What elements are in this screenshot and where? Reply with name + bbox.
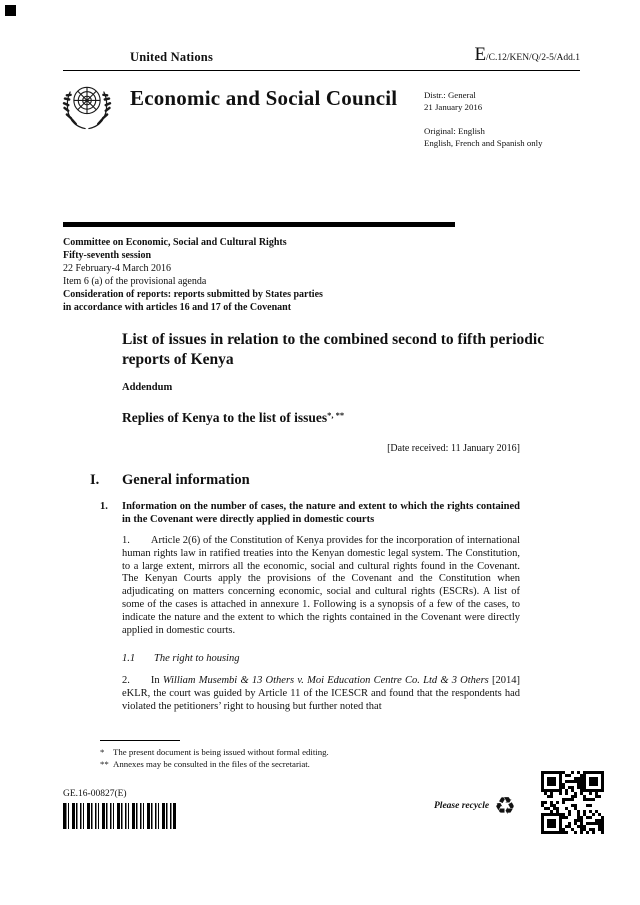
agenda-title-line2: in accordance with articles 16 and 17 of the Covenant (63, 302, 292, 313)
header-rule (63, 70, 580, 71)
subsection-number: 1.1 (122, 653, 136, 664)
distribution-info (424, 89, 584, 149)
document-reference-number: GE.16-00827(E) (63, 789, 127, 799)
issue-heading (100, 500, 520, 526)
distr-line: Distr.: General (424, 90, 476, 100)
agenda-item: Item 6 (a) of the provisional agenda (63, 276, 207, 287)
footnote-1-marker: * (100, 747, 105, 757)
case-citation: William Musembi & 13 Others v. Moi Education Centre Co. Ltd & 3 Others (162, 675, 489, 686)
footnote-1-text: The present document is being issued without formal editing. (113, 747, 329, 757)
session-name: Fifty-seventh session (63, 250, 152, 261)
section-heading (90, 472, 250, 489)
footnotes (100, 746, 520, 770)
paragraph-2 (122, 675, 520, 713)
paragraph-2-intro: In (150, 675, 163, 686)
spacer (424, 113, 584, 125)
paragraph-1 (122, 535, 520, 637)
section-number: I. (90, 472, 100, 488)
doc-symbol (474, 44, 580, 66)
issue-number: 1. (100, 501, 108, 512)
org-name: United Nations (130, 50, 214, 64)
section-title: General information (122, 472, 250, 488)
recycle-icon: ♻ (494, 792, 516, 820)
qr-code (541, 771, 604, 834)
un-emblem-icon (57, 77, 117, 137)
paragraph-2-number: 2. (122, 675, 130, 686)
recycle-label: Please recycle (434, 801, 490, 811)
replies-heading (122, 410, 344, 426)
barcode (63, 803, 176, 829)
original-language: Original: English (424, 126, 485, 136)
council-title: Economic and Social Council (130, 86, 398, 110)
distr-date: 21 January 2016 (424, 102, 483, 112)
paragraph-1-number: 1. (122, 535, 130, 546)
addendum-label: Addendum (122, 382, 173, 393)
agenda-title-line1: Consideration of reports: reports submitted by States parties (63, 289, 323, 300)
session-dates: 22 February-4 March 2016 (63, 263, 172, 274)
paragraph-2-text: [2014] eKLR, the court was guided by Article 11 of the ICESCR and found that the respondents had violated the petitioners’ right to housing but further noted that (122, 675, 520, 712)
footnote-references: *, ** (327, 410, 345, 420)
doc-symbol-rest: /C.12/KEN/Q/2-5/Add.1 (486, 53, 580, 63)
footnote-2 (100, 758, 520, 770)
footnote-1 (100, 746, 520, 758)
doc-symbol-letter: E (474, 44, 487, 65)
footnote-2-marker: ** (100, 759, 109, 769)
replies-heading-text: Replies of Kenya to the list of issues (122, 410, 328, 425)
document-title: List of issues in relation to the combined second to fifth periodic reports of Kenya (122, 331, 545, 368)
subsection-heading (122, 653, 239, 664)
footnote-divider (100, 740, 180, 741)
languages-note: English, French and Spanish only (424, 138, 543, 148)
footnote-2-text: Annexes may be consulted in the files of the secretariat. (113, 759, 310, 769)
recycle-notice (434, 794, 516, 818)
date-received: [Date received: 11 January 2016] (387, 443, 520, 454)
issue-text: Information on the number of cases, the nature and extent to which the rights contained in the Covenant were directly applied in domestic courts (122, 501, 520, 525)
committee-name: Committee on Economic, Social and Cultural Rights (63, 237, 287, 248)
subsection-title: The right to housing (154, 653, 240, 664)
registration-mark (5, 5, 16, 16)
masthead-divider (63, 222, 455, 227)
session-block (63, 236, 323, 314)
paragraph-1-text: Article 2(6) of the Constitution of Kenya provides for the incorporation of international human rights law in ratified treaties into the Kenyan domestic legal system. The Constitution, to a large extent, mirrors all the economic, social and cultural rights found in the Covenant. The Kenyan Courts apply the provisions of the Covenant and the Constitution when adjudicating on matters concerning economic, social and cultural rights (ESCRs). A list of some of the cases is attached in annexure 1. Following is a synopsis of a few of the cases, to indicate the nature and the extent to which the rights contained in the Covenant were directly applied in domestic courts. (122, 535, 520, 636)
